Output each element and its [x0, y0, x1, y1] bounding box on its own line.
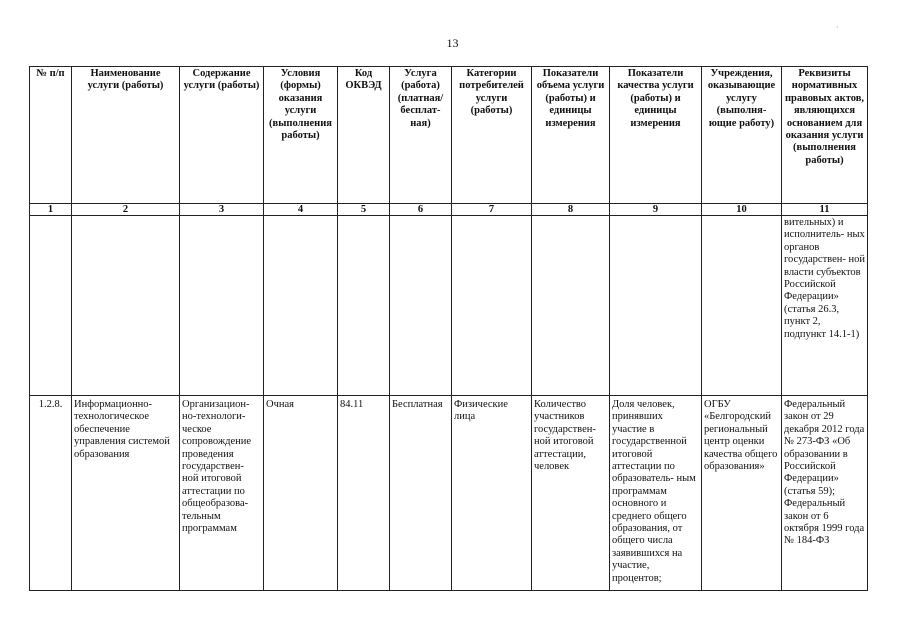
empty-cell — [72, 216, 180, 396]
paid-status-cell: Бесплатная — [390, 396, 452, 591]
row-number-cell: 1.2.8. — [30, 396, 72, 591]
column-number-row — [30, 204, 868, 216]
service-form-cell: Очная — [264, 396, 338, 591]
column-number: 4 — [264, 204, 338, 216]
continuation-row — [30, 216, 868, 396]
service-content-cell: Организацион- но-технологи- ческое сопровождение проведения государствен- ной итоговой аттестации по общеобразова- тельным программам — [180, 396, 264, 591]
column-number: 7 — [452, 204, 532, 216]
header-cell: Показатели качества услуги (работы) и единицы измерения — [610, 67, 702, 204]
institution-cell: ОГБУ «Белгородский региональный центр оценки качества общего образования» — [702, 396, 782, 591]
column-number: 8 — [532, 204, 610, 216]
legal-acts-cell: Федеральный закон от 29 декабря 2012 года № 273-ФЗ «Об образовании в Российской Федерации» (статья 59); Федеральный закон от 6 октября 1999 года № 184-ФЗ — [782, 396, 868, 591]
header-cell: Наименование услуги (работы) — [72, 67, 180, 204]
column-number: 11 — [782, 204, 868, 216]
empty-cell — [180, 216, 264, 396]
empty-cell — [338, 216, 390, 396]
header-cell: Содержание услуги (работы) — [180, 67, 264, 204]
header-cell: Услуга (работа) (платная/ бесплат- ная) — [390, 67, 452, 204]
column-number: 5 — [338, 204, 390, 216]
table-row — [30, 396, 868, 591]
empty-cell — [610, 216, 702, 396]
header-cell: Условия (формы) оказания услуги (выполнения работы) — [264, 67, 338, 204]
quality-indicator-cell: Доля человек, принявших участие в государственной итоговой аттестации по образователь- ным программам основного и среднего общего образования, от общего числа заявившихся на участие, процентов; — [610, 396, 702, 591]
services-table — [29, 66, 868, 591]
empty-cell — [532, 216, 610, 396]
okved-code-cell: 84.11 — [338, 396, 390, 591]
column-number: 6 — [390, 204, 452, 216]
header-row — [30, 67, 868, 204]
header-cell: Учреждения, оказывающие услугу (выполня- ющие работу) — [702, 67, 782, 204]
empty-cell — [30, 216, 72, 396]
consumer-category-cell: Физические лица — [452, 396, 532, 591]
column-number: 2 — [72, 204, 180, 216]
corner-mark: · — [836, 23, 839, 32]
service-name-cell: Информационно- технологическое обеспечение управления системой образования — [72, 396, 180, 591]
empty-cell — [390, 216, 452, 396]
header-cell: № п/п — [30, 67, 72, 204]
column-number: 9 — [610, 204, 702, 216]
column-number: 1 — [30, 204, 72, 216]
header-cell: Категории потребителей услуги (работы) — [452, 67, 532, 204]
volume-indicator-cell: Количество участников государствен- ной итоговой аттестации, человек — [532, 396, 610, 591]
header-cell: Код ОКВЭД — [338, 67, 390, 204]
empty-cell — [702, 216, 782, 396]
empty-cell — [452, 216, 532, 396]
column-number: 3 — [180, 204, 264, 216]
empty-cell — [264, 216, 338, 396]
column-number: 10 — [702, 204, 782, 216]
legal-continuation-cell: вительных) и исполнитель- ных органов государствен- ной власти субъектов Российской Федерации» (статья 26.3, пункт 2, подпункт 14.1-1) — [782, 216, 868, 396]
header-cell: Реквизиты нормативных правовых актов, являющихся основанием для оказания услуги (выполнения работы) — [782, 67, 868, 204]
page-number: 13 — [446, 36, 459, 50]
header-cell: Показатели объема услуги (работы) и единицы измерения — [532, 67, 610, 204]
